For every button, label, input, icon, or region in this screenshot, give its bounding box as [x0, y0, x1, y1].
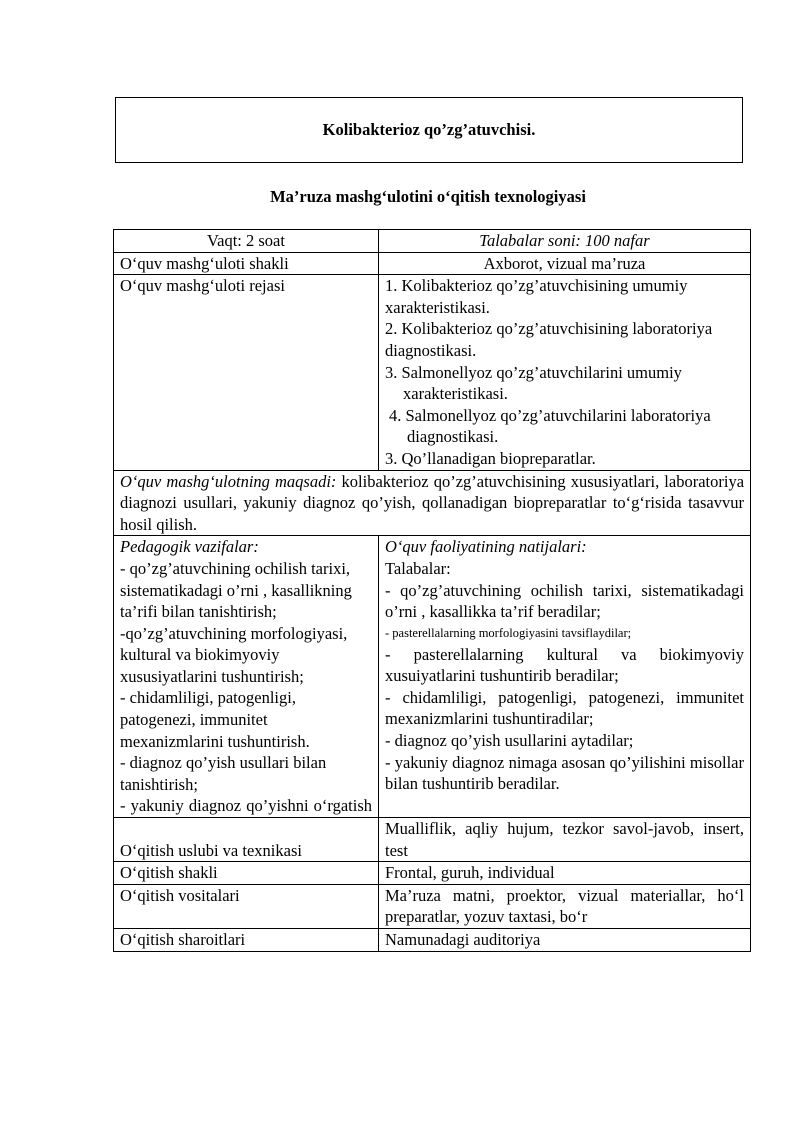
task-item: - qo’zg’atuvchining ochilish tarixi, sistematikadagi o’rni , kasallikning ta’rifi bilan tanishtirish; — [120, 558, 352, 622]
tools-value: Ma’ruza matni, proektor, vizual materiallar, ho‘l preparatlar, yozuv taxtasi, bo‘r — [379, 884, 751, 928]
tasks-cell — [114, 536, 379, 818]
method-label: O‘qitish uslubi va texnikasi — [114, 818, 379, 862]
teach-form-label: O‘qitish shakli — [114, 862, 379, 885]
task-item: - chidamliligi, patogenligi, patogenezi, immunitet mexanizmlarini tushuntirish. — [120, 688, 310, 751]
row-tools — [114, 884, 751, 928]
result-item: - chidamliligi, patogenligi, patogenezi, immunitet mexanizmlarini tushuntiradilar; — [385, 687, 744, 729]
row-method — [114, 818, 751, 862]
result-item: - yakuniy diagnoz nimaga asosan qo’yilishini misollar bilan tushuntirib beradilar. — [385, 752, 744, 794]
results-cell — [379, 536, 751, 818]
goal-cell — [114, 470, 751, 536]
result-item: - diagnoz qo’yish usullarini aytadilar; — [385, 731, 634, 751]
task-item: -qo’zg’atuvchining morfologiyasi, kultural va biokimyoviy xususiyatlarini tushuntirish; — [120, 623, 348, 686]
conditions-value: Namunadagi auditoriya — [379, 929, 751, 952]
result-item: - qo’zg’atuvchining ochilish tarixi, sistematikadagi o’rni , kasallikka ta’rif beradilar; — [385, 580, 744, 622]
conditions-label: O‘qitish sharoitlari — [114, 929, 379, 952]
form-label: O‘quv mashg‘uloti shakli — [114, 252, 379, 275]
task-item: - diagnoz qo’yish usullari bilan tanishtirish; — [120, 753, 327, 794]
row-time — [114, 230, 751, 253]
results-label: O‘quv faoliyatining natijalari: — [385, 537, 587, 557]
row-tasks-results — [114, 536, 751, 818]
teach-form-value: Frontal, guruh, individual — [379, 862, 751, 885]
document-subtitle: Ma’ruza mashg‘ulotini o‘qitish texnologiyasi — [270, 187, 586, 206]
row-plan — [114, 275, 751, 470]
plan-label: O‘quv mashg‘uloti rejasi — [114, 275, 379, 470]
students-cell: Talabalar soni: 100 nafar — [379, 230, 751, 253]
plan-item: 1. Kolibakterioz qo’zg’atuvchisining umumiy xarakteristikasi. — [385, 276, 688, 317]
row-teach-form — [114, 862, 751, 885]
row-conditions — [114, 929, 751, 952]
lesson-table — [113, 229, 751, 952]
tools-label: O‘qitish vositalari — [114, 884, 379, 928]
row-form — [114, 252, 751, 275]
result-item: - pasterellalarning morfologiyasini tavsiflaydilar; — [385, 625, 632, 640]
time-cell: Vaqt: 2 soat — [114, 230, 379, 253]
goal-label: O‘quv mashg‘ulotning maqsadi: — [120, 471, 337, 491]
form-value: Axborot, vizual ma’ruza — [379, 252, 751, 275]
results-intro: Talabalar: — [385, 558, 451, 578]
plan-list — [379, 275, 751, 470]
plan-item: 2. Kolibakterioz qo’zg’atuvchisining laboratoriya diagnostikasi. — [385, 319, 713, 360]
goal-text: kolibakterioz qo’zg’atuvchisining xususiyatlari, laboratoriya diagnozi usullari, yakuniy diagnoz qo’yish, qollanadigan biopreparatlar to‘g‘risida tasavvur hosil qilish. — [120, 471, 745, 534]
plan-item: 4. Salmonellyoz qo’zg’atuvchilarini laboratoriya diagnostikasi. — [389, 405, 711, 447]
method-value: Mualliflik, aqliy hujum, tezkor savol-javob, insert, test — [379, 818, 751, 862]
result-item: - pasterellalarning kultural va biokimyoviy xusuiyatlarini tushuntirib beradilar; — [385, 644, 744, 686]
title-box — [115, 97, 743, 163]
row-goal — [114, 470, 751, 536]
tasks-label: Pedagogik vazifalar: — [120, 537, 259, 557]
document-title: Kolibakterioz qo’zg’atuvchisi. — [322, 120, 536, 140]
task-item-last: - yakuniy diagnoz qo’yishni o‘rgatish — [120, 796, 372, 816]
plan-item: 3. Salmonellyoz qo’zg’atuvchilarini umumiy xarakteristikasi. — [385, 362, 682, 404]
plan-item: 3. Qo’llanadigan biopreparatlar. — [385, 448, 596, 468]
